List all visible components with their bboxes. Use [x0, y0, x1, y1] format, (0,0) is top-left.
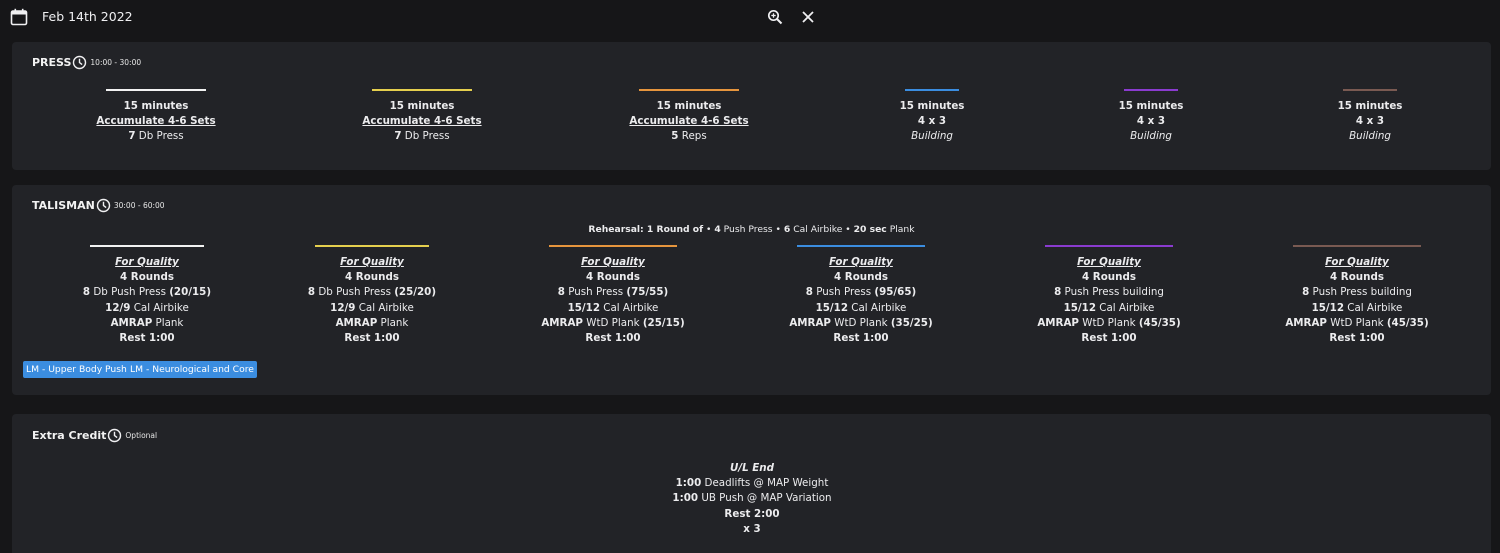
rounds-text: 4 Rounds: [1330, 271, 1384, 284]
extra-header: [32, 428, 157, 443]
rounds-text: 4 Rounds: [345, 271, 399, 284]
scheme-text: Accumulate 4-6 Sets: [362, 115, 482, 128]
time-text: 1:00: [675, 477, 702, 490]
rounds-text: 4 Rounds: [120, 271, 174, 284]
rehearsal-count: 4: [714, 224, 721, 235]
rehearsal-count: 20 sec: [853, 224, 887, 235]
count-text: 15/12: [1311, 301, 1345, 314]
count-text: 12/9: [105, 301, 131, 314]
talisman-column: [1029, 245, 1189, 346]
press-column: [362, 89, 482, 145]
talisman-column: [533, 245, 693, 346]
scheme-text: Accumulate 4-6 Sets: [629, 115, 749, 128]
count-text: 8: [307, 286, 316, 299]
rehearsal-movement: Plank: [889, 224, 915, 235]
duration-text: 15 minutes: [389, 100, 455, 112]
count-text: 8: [805, 286, 813, 299]
rest-text: Rest 1:00: [1081, 332, 1137, 345]
count-text: 15/12: [567, 301, 601, 314]
movement-text: Plank: [380, 316, 409, 329]
press-header: [32, 55, 141, 70]
quality-text: For Quality: [829, 256, 893, 268]
talisman-column: [72, 245, 222, 346]
extra-column: [602, 461, 902, 537]
rehearsal-movement: Push Press: [723, 224, 773, 235]
weight-text: (45/35): [1386, 316, 1429, 329]
reps-text: 7: [394, 130, 402, 143]
rest-text: Rest 1:00: [1329, 332, 1385, 345]
quality-text: For Quality: [1325, 256, 1389, 268]
press-column: [1320, 89, 1420, 145]
duration-text: 15 minutes: [1118, 100, 1184, 112]
extra-title: Extra Credit: [32, 429, 107, 442]
extra-heading: U/L End: [729, 462, 774, 474]
count-text: 8: [82, 286, 91, 299]
movement-text: Plank: [155, 316, 184, 329]
top-bar: [0, 0, 1500, 36]
count-text: AMRAP: [335, 316, 378, 329]
calendar-icon[interactable]: [10, 8, 28, 26]
duration-text: 15 minutes: [1337, 100, 1403, 112]
note-text: Building: [1349, 130, 1391, 143]
count-text: AMRAP: [1037, 316, 1079, 329]
weight-text: (25/20): [394, 286, 437, 299]
rounds-text: 4 Rounds: [834, 271, 888, 284]
date-label[interactable]: Feb 14th 2022: [42, 9, 133, 24]
count-text: AMRAP: [541, 316, 583, 329]
note-text: Building: [911, 130, 953, 143]
weight-text: (20/15): [169, 286, 212, 299]
movement-text: WtD Plank: [586, 316, 640, 329]
movement-text: UB Push @ MAP Variation: [701, 492, 832, 505]
movement-text: WtD Plank: [834, 316, 888, 329]
movement-text: Reps: [681, 130, 707, 143]
press-column: [882, 89, 982, 145]
extra-time: Optional: [125, 431, 158, 440]
movement-text: WtD Plank: [1082, 316, 1136, 329]
count-text: 15/12: [815, 301, 849, 314]
tag-neurological-core[interactable]: LM - Neurological and Core: [127, 361, 257, 378]
talisman-column: [1277, 245, 1437, 346]
movement-text: Push Press building: [1064, 286, 1164, 299]
rehearsal-line: [12, 224, 1491, 235]
rest-text: Rest 1:00: [119, 332, 175, 345]
count-text: AMRAP: [789, 316, 831, 329]
count-text: 15/12: [1063, 301, 1097, 314]
rehearsal-count: 6: [783, 224, 791, 235]
press-card: [12, 42, 1491, 170]
movement-text: Db Press: [138, 130, 184, 143]
count-text: 12/9: [330, 301, 356, 314]
quality-text: For Quality: [115, 256, 179, 268]
duration-text: 15 minutes: [123, 100, 189, 112]
movement-text: Db Push Press: [93, 286, 166, 299]
press-column: [629, 89, 749, 145]
talisman-column: [297, 245, 447, 346]
weight-text: (25/15): [642, 316, 685, 329]
press-column: [1101, 89, 1201, 145]
quality-text: For Quality: [1077, 256, 1141, 268]
movement-text: Cal Airbike: [358, 301, 414, 314]
movement-text: WtD Plank: [1330, 316, 1384, 329]
quality-text: For Quality: [340, 256, 404, 268]
close-icon[interactable]: [801, 10, 815, 24]
rehearsal-prefix: Rehearsal: 1 Round of: [588, 224, 704, 235]
movement-text: Cal Airbike: [851, 301, 907, 314]
count-text: 8: [557, 286, 565, 299]
time-text: 1:00: [672, 492, 699, 505]
rounds-text: 4 Rounds: [586, 271, 640, 284]
duration-text: 15 minutes: [899, 100, 965, 112]
separator: •: [775, 224, 781, 235]
rest-text: Rest 1:00: [833, 332, 889, 345]
duration-text: 15 minutes: [656, 100, 722, 112]
talisman-title: TALISMAN: [32, 199, 95, 212]
rehearsal-movement: Cal Airbike: [793, 224, 843, 235]
clock-icon: [107, 428, 122, 443]
count-text: 8: [1054, 286, 1062, 299]
scheme-text: 4 x 3: [1136, 115, 1166, 128]
separator: •: [845, 224, 851, 235]
sets-text: x 3: [743, 522, 761, 535]
scheme-text: Accumulate 4-6 Sets: [96, 115, 216, 128]
press-column: [96, 89, 216, 145]
movement-text: Cal Airbike: [603, 301, 659, 314]
movement-text: Push Press building: [1312, 286, 1412, 299]
reps-text: 7: [128, 130, 136, 143]
reps-text: 5: [671, 130, 679, 143]
count-text: 8: [1302, 286, 1310, 299]
clock-icon: [96, 198, 111, 213]
movement-text: Push Press: [816, 286, 872, 299]
zoom-in-icon[interactable]: [767, 9, 783, 25]
quality-text: For Quality: [581, 256, 645, 268]
separator: •: [706, 224, 712, 235]
talisman-time: 30:00 - 60:00: [113, 201, 165, 210]
weight-text: (95/65): [874, 286, 917, 299]
press-time: 10:00 - 30:00: [90, 58, 142, 67]
rest-text: Rest 1:00: [344, 332, 400, 345]
clock-icon: [72, 55, 87, 70]
rest-text: Rest 1:00: [585, 332, 641, 345]
movement-text: Db Push Press: [318, 286, 391, 299]
movement-text: Deadlifts @ MAP Weight: [704, 477, 829, 490]
movement-text: Cal Airbike: [1347, 301, 1403, 314]
tag-upper-body-push[interactable]: LM - Upper Body Push: [23, 361, 130, 378]
rest-text: Rest 2:00: [724, 507, 780, 520]
talisman-header: [32, 198, 165, 213]
scheme-text: 4 x 3: [1355, 115, 1385, 128]
scheme-text: 4 x 3: [917, 115, 947, 128]
note-text: Building: [1130, 130, 1172, 143]
movement-text: Cal Airbike: [133, 301, 189, 314]
movement-text: Push Press: [568, 286, 624, 299]
movement-text: Db Press: [404, 130, 450, 143]
press-title: PRESS: [32, 56, 72, 69]
weight-text: (75/55): [626, 286, 669, 299]
rounds-text: 4 Rounds: [1082, 271, 1136, 284]
weight-text: (35/25): [890, 316, 933, 329]
talisman-column: [781, 245, 941, 346]
count-text: AMRAP: [1285, 316, 1327, 329]
extra-credit-card: [12, 414, 1491, 553]
movement-text: Cal Airbike: [1099, 301, 1155, 314]
count-text: AMRAP: [110, 316, 153, 329]
weight-text: (45/35): [1138, 316, 1181, 329]
